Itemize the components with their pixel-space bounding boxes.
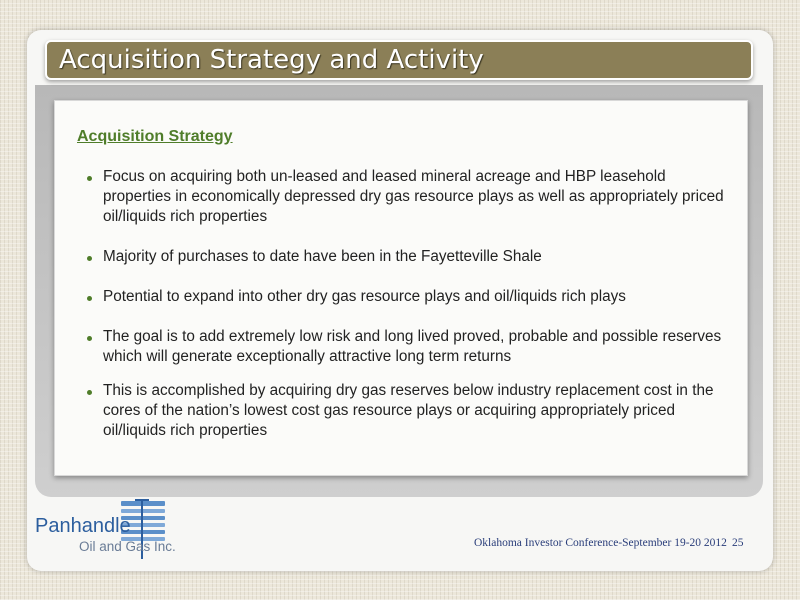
bullet-dot-icon [87, 176, 92, 181]
bullet-text: The goal is to add extremely low risk and long lived proved, probable and possible reserves which will generate exceptionally attractive long term returns [103, 328, 722, 365]
bullet-item [85, 287, 735, 307]
bullet-dot-icon [87, 336, 92, 341]
content-box [54, 100, 748, 476]
bullet-text: Focus on acquiring both un-leased and leased mineral acreage and HBP leasehold properties in economically depressed dry gas resource plays as well as appropriately priced oil/liquids rich properties [103, 168, 724, 225]
bullet-text: This is accomplished by acquiring dry gas reserves below industry replacement cost in the cores of the nation’s lowest cost gas resource plays or acquiring appropriately priced oil/liquids rich properties [103, 382, 714, 439]
bullet-dot-icon [87, 390, 92, 395]
logo-name: Panhandle [35, 515, 131, 537]
footer-conference: Oklahoma Investor Conference-September 19-20 2012 [474, 537, 727, 549]
company-logo [35, 497, 175, 563]
title-bar [45, 40, 753, 80]
bullet-item [85, 167, 735, 227]
bullet-text: Potential to expand into other dry gas resource plays and oil/liquids rich plays [103, 288, 626, 305]
bullet-item [85, 381, 735, 441]
bullet-list [85, 167, 735, 441]
section-heading: Acquisition Strategy [77, 128, 233, 145]
bullet-dot-icon [87, 296, 92, 301]
logo-subtitle: Oil and Gas Inc. [79, 539, 176, 554]
slide-title: Acquisition Strategy and Activity [59, 45, 484, 75]
bullet-dot-icon [87, 256, 92, 261]
page-number: 25 [732, 537, 744, 549]
bullet-item [85, 327, 735, 367]
bullet-item [85, 247, 735, 267]
bullet-text: Majority of purchases to date have been in the Fayetteville Shale [103, 248, 542, 265]
